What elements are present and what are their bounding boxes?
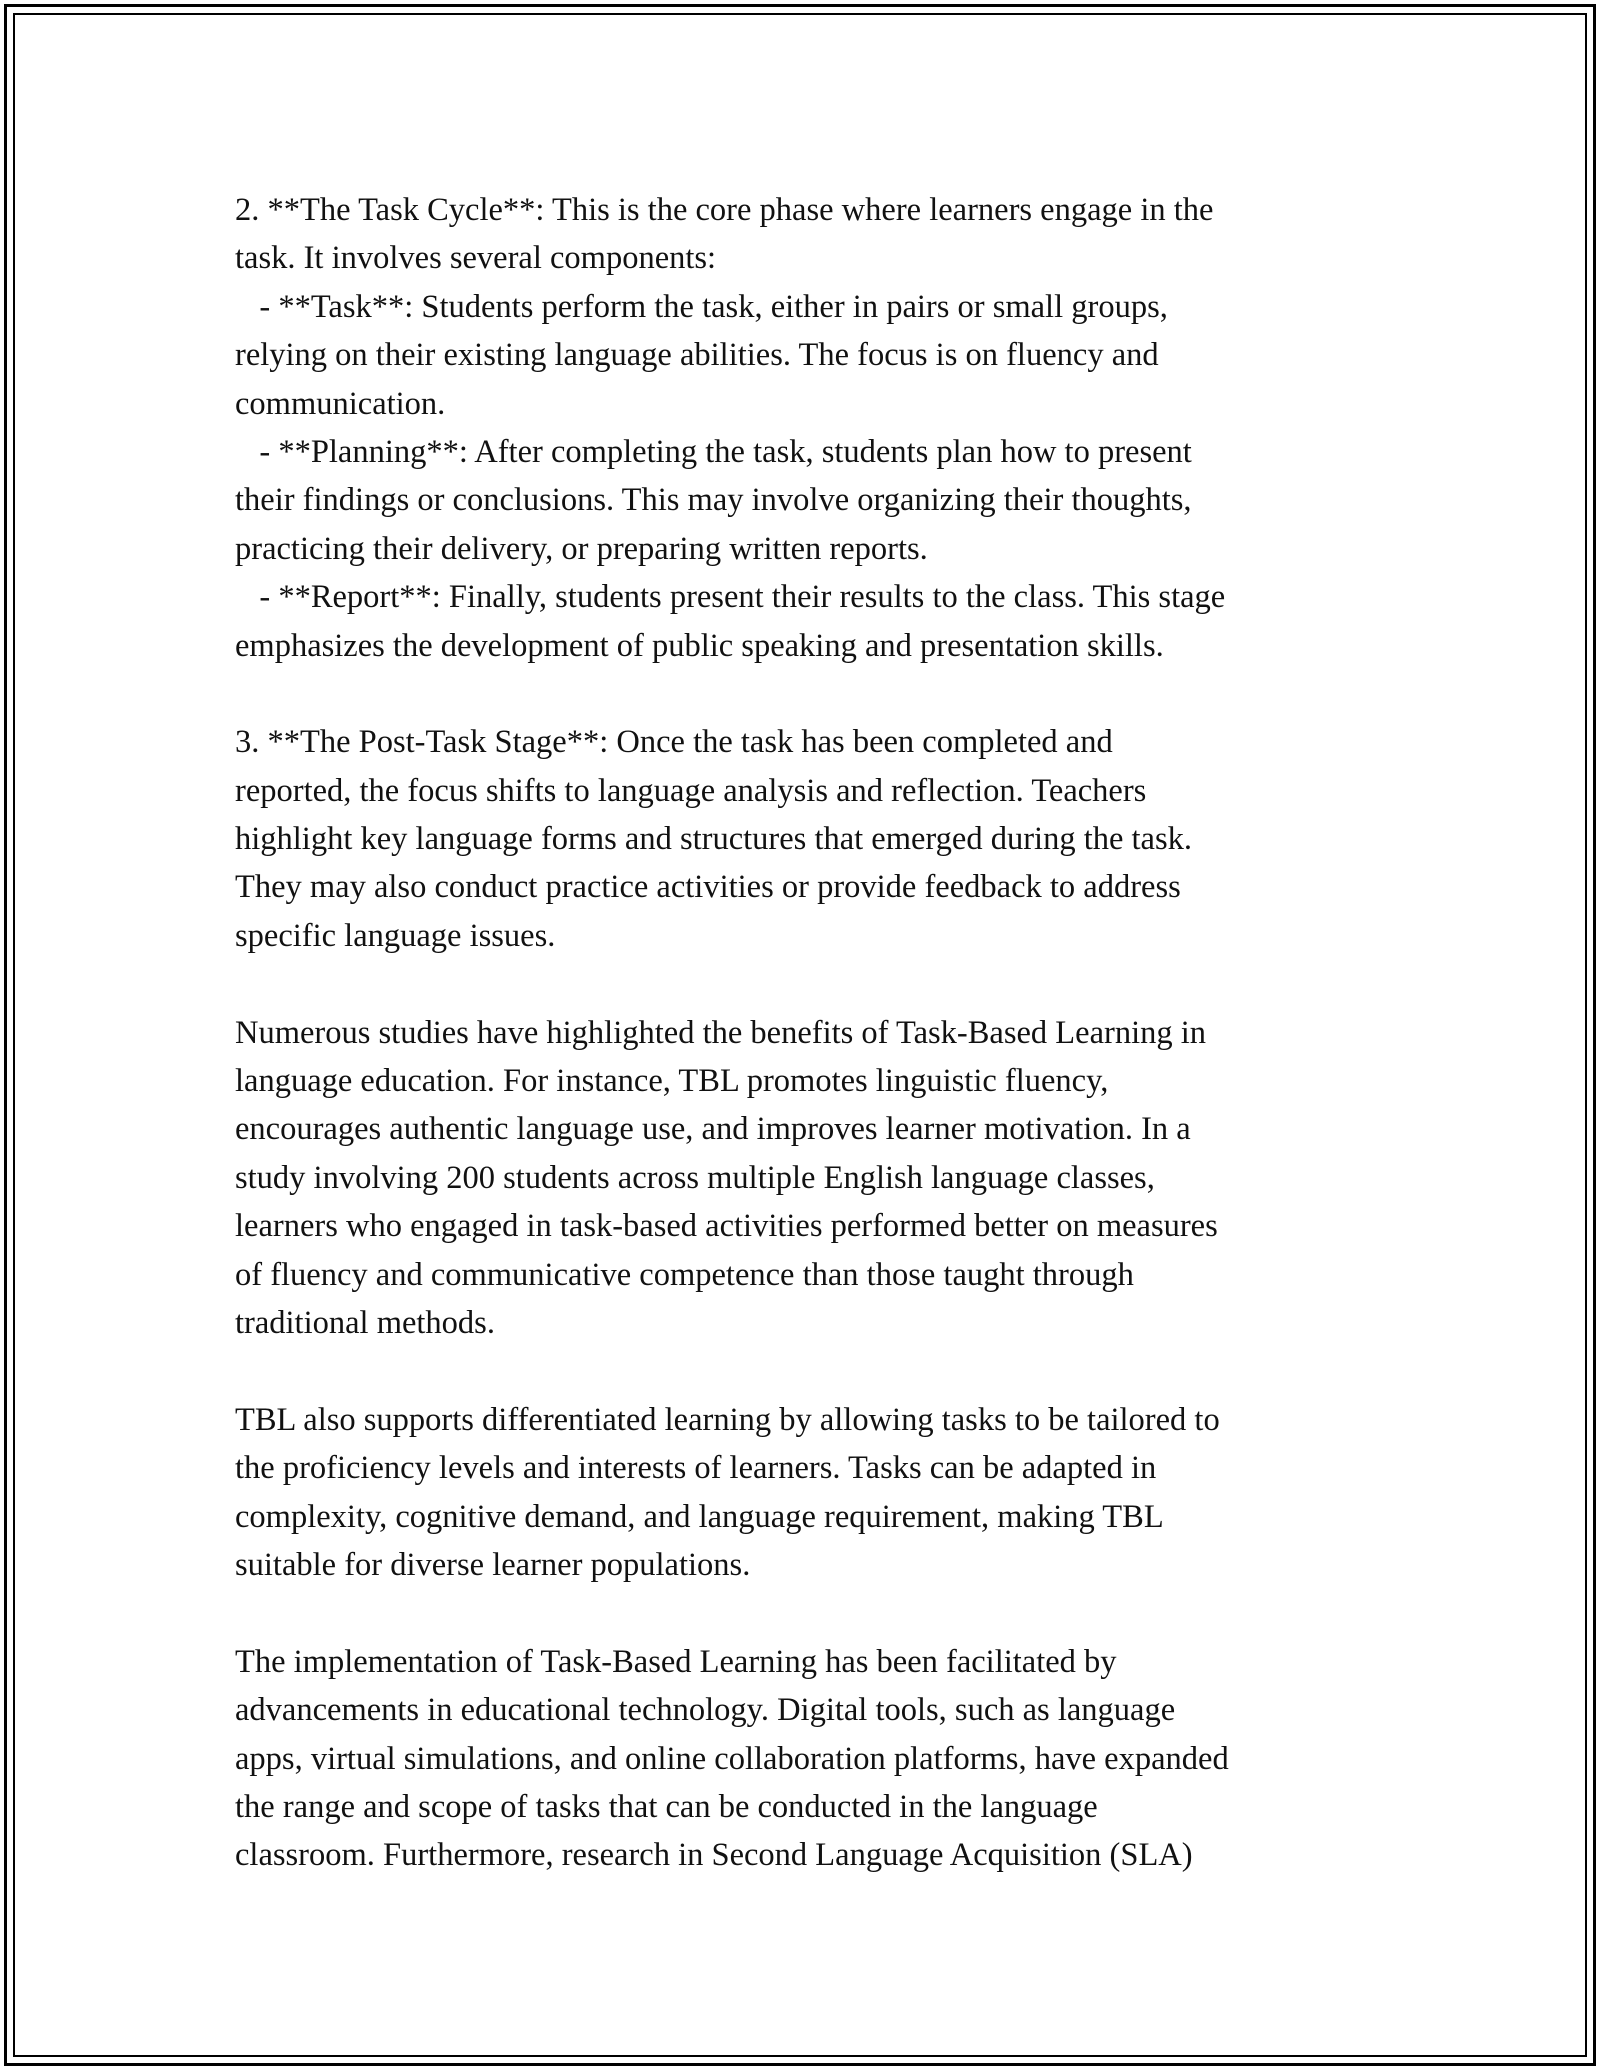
text-line: practicing their delivery, or preparing written reports. [235, 530, 928, 567]
text-line: the range and scope of tasks that can be conducted in the language [235, 1788, 1098, 1825]
text-line: They may also conduct practice activities or provide feedback to address [235, 869, 1181, 906]
text-line: specific language issues. [235, 917, 556, 954]
text-line: study involving 200 students across multiple English language classes, [235, 1159, 1155, 1196]
text-line: TBL also supports differentiated learning by allowing tasks to be tailored to [235, 1401, 1220, 1438]
text-line: their findings or conclusions. This may involve organizing their thoughts, [235, 482, 1192, 519]
paragraph-implementation [235, 1638, 1375, 1880]
text-line: emphasizes the development of public speaking and presentation skills. [235, 627, 1164, 664]
text-line: 3. **The Post-Task Stage**: Once the task has been completed and [235, 724, 1113, 761]
paragraph-spacer [235, 1589, 1375, 1637]
paragraph-spacer [235, 670, 1375, 718]
text-line: language education. For instance, TBL promotes linguistic fluency, [235, 1063, 1109, 1100]
text-line: Numerous studies have highlighted the benefits of Task-Based Learning in [235, 1014, 1207, 1051]
text-line: traditional methods. [235, 1304, 495, 1341]
paragraph-task-cycle [235, 186, 1375, 670]
text-line: apps, virtual simulations, and online collaboration platforms, have expanded [235, 1740, 1229, 1777]
text-line: relying on their existing language abilities. The focus is on fluency and [235, 337, 1159, 374]
text-line: 2. **The Task Cycle**: This is the core phase where learners engage in the [235, 192, 1214, 228]
paragraph-spacer [235, 1347, 1375, 1395]
text-line: - **Report**: Finally, students present their results to the class. This stage [235, 579, 1226, 616]
paragraph-spacer [235, 960, 1375, 1008]
paragraph-post-task [235, 718, 1375, 960]
paragraph-differentiated [235, 1396, 1375, 1590]
paragraph-benefits [235, 1009, 1375, 1348]
text-line: - **Planning**: After completing the task, students plan how to present [235, 433, 1192, 470]
text-line: communication. [235, 385, 446, 422]
text-line: The implementation of Task-Based Learning has been facilitated by [235, 1643, 1117, 1680]
text-line: classroom. Furthermore, research in Second Language Acquisition (SLA) [235, 1837, 1193, 1874]
text-line: highlight key language forms and structures that emerged during the task. [235, 821, 1193, 858]
text-line: learners who engaged in task-based activities performed better on measures [235, 1208, 1218, 1245]
text-line: complexity, cognitive demand, and language requirement, making TBL [235, 1498, 1164, 1535]
document-body [235, 186, 1375, 1880]
text-line: of fluency and communicative competence than those taught through [235, 1256, 1134, 1293]
text-line: the proficiency levels and interests of learners. Tasks can be adapted in [235, 1450, 1157, 1487]
text-line: reported, the focus shifts to language analysis and reflection. Teachers [235, 772, 1147, 809]
text-line: task. It involves several components: [235, 240, 717, 277]
text-line: - **Task**: Students perform the task, either in pairs or small groups, [235, 288, 1168, 325]
text-line: suitable for diverse learner populations. [235, 1546, 751, 1583]
text-line: advancements in educational technology. Digital tools, such as language [235, 1692, 1176, 1729]
text-line: encourages authentic language use, and improves learner motivation. In a [235, 1111, 1191, 1148]
